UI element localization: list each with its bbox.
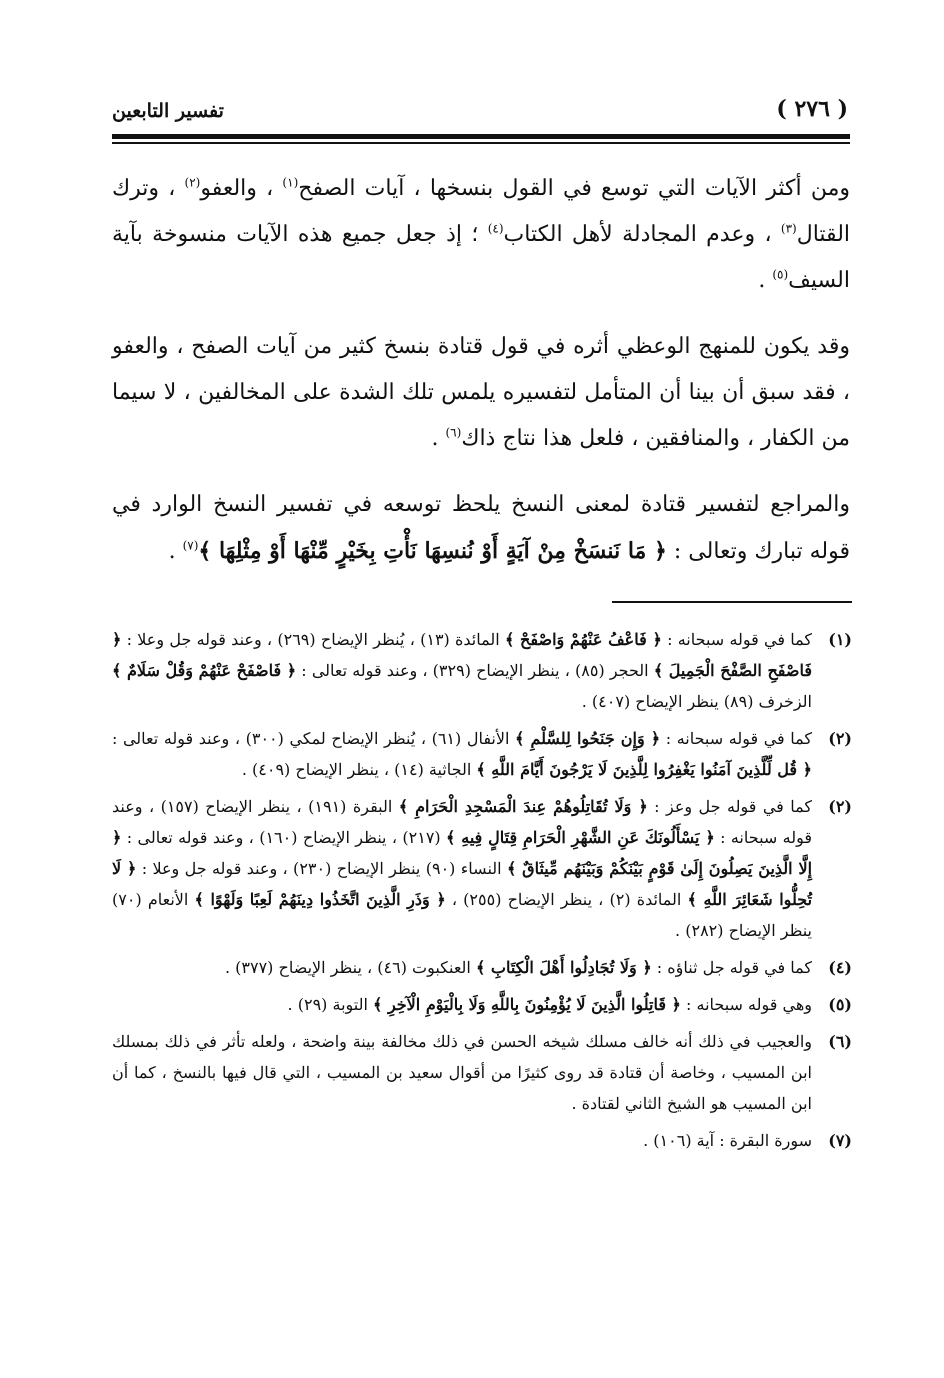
footnote-marker: (٦) [445,425,462,440]
text-run: ومن أكثر الآيات التي توسع في القول بنسخها ، آيات الصفح [298,176,850,201]
footnote-marker: (٢) [184,175,201,190]
quran-quote: ﴿ قَاتِلُوا الَّذِينَ لَا يُؤْمِنُونَ بِاللَّهِ وَلَا بِالْيَوْمِ الْآخِرِ ﴾ [373,995,681,1014]
footnote-text [112,624,812,717]
footnote-number: (٢) [828,797,852,816]
text-run: ، وترك القتال [112,176,851,247]
quran-quote: ﴿ قُل لِّلَّذِينَ آمَنُوا يَغْفِرُوا لِلَّذِينَ لَا يَرْجُونَ أَيَّامَ اللَّهِ ﴾ [476,760,812,779]
footnotes [112,624,852,1162]
quran-quote: ﴿ فَاصْفَحْ عَنْهُمْ وَقُلْ سَلَامٌ ﴾ [112,661,297,680]
quran-quote: ﴿ فَاصْفَحِ الصَّفْحَ الْجَمِيلَ ﴾ [112,630,813,680]
text-run: ، وعدم المجادلة لأهل الكتاب [503,222,781,247]
book-title: تفسير التابعين [112,100,224,122]
quran-quote: ﴿ وَذَرِ الَّذِينَ اتَّخَذُوا دِينَهُمْ لَعِبًا وَلَهْوًا ﴾ [194,890,446,909]
text-run: النساء (٩٠) ينظر الإيضاح (٢٣٠) ، وعند قوله جل وعلا : [136,859,507,878]
footnote-text [112,1125,812,1156]
footnote-number: (١) [828,630,852,649]
footnote-text [112,1026,812,1119]
paragraph [112,324,850,462]
text-run: المائدة (١٣) ، يُنظر الإيضاح (٢٦٩) ، وعند قوله جل وعلا : [121,630,505,649]
text-run: الجاثية (١٤) ، ينظر الإيضاح (٤٠٩) . [241,760,477,779]
quran-quote: ﴿ وَإِن جَنَحُوا لِلسَّلْمِ ﴾ [515,729,661,748]
quran-quote: ﴿ إِلَّا الَّذِينَ يَصِلُونَ إِلَىٰ قَوْمٍ بَيْنَكُمْ وَبَيْنَهُم مِّيثَاقٌ ﴾ [112,828,813,878]
text-run: وقد يكون للمنهج الوعظي أثره في قول قتادة بنسخ كثير من آيات الصفح ، والعفو ، فقد سبق أن بينا أن المتأمل لتفسيره يلمس تلك الشدة على المخالفين ، لا سيما من الكفار ، والمنافقين ، فلعل هذا نتاج ذاك [112,334,850,451]
text-run: الحجر (٨٥) ، ينظر الإيضاح (٣٢٩) ، وعند قوله تعالى : [296,661,654,680]
footnote-number: (٢) [828,729,852,748]
footnote [112,1026,852,1119]
footnote-number: (٥) [828,995,852,1014]
footnote-text [112,989,812,1020]
text-run: سورة البقرة : آية (١٠٦) . [643,1131,812,1150]
footnote-marker: (٧) [182,538,199,553]
paragraph [112,482,850,575]
text-run: الأنعام (٧٠) ينظر الإيضاح (٢٨٢) . [112,890,812,940]
footnote [112,952,852,983]
text-run: والعجيب في ذلك أنه خالف مسلك شيخه الحسن في ذلك مخالفة بينة واضحة ، ولعله تأثر في ذلك بمسلك ابن المسيب ، وخاصة أن قتادة قد روى كثيرًا من أقوال سعيد بن المسيب ، التي قال فيها بالنسخ ، كما أن ابن المسيب هو الشيخ الثاني لقتادة . [112,1032,813,1113]
footnote-marker: (١) [282,175,299,190]
text-run: الزخرف (٨٩) ينظر الإيضاح (٤٠٧) . [581,692,812,711]
quran-quote: ﴿ لَا تُحِلُّوا شَعَائِرَ اللَّهِ ﴾ [112,859,813,909]
text-run: العنكبوت (٤٦) ، ينظر الإيضاح (٣٧٧) . [224,958,476,977]
text-run: الأنفال (٦١) ، يُنظر الإيضاح لمكي (٣٠٠) ، وعند قوله تعالى : [112,729,516,748]
text-run: (٢١٧) ، ينظر الإيضاح (١٦٠) ، وعند قوله تعالى : [121,828,447,847]
footnote-separator [612,601,852,603]
footnote-text [112,791,812,946]
quran-quote: ﴿ فَاعْفُ عَنْهُمْ وَاصْفَحْ ﴾ [504,630,662,649]
text-run: كما في قوله جل ثناؤه : [651,958,812,977]
footnote-text [112,723,812,785]
text-run: كما في قوله سبحانه : [661,630,813,649]
text-run: كما في قوله سبحانه : [660,729,813,748]
footnote-number: (٦) [828,1032,852,1051]
text-run: والمراجع لتفسير قتادة لمعنى النسخ يلحظ توسعه في تفسير النسخ الوارد في قوله تبارك وتعالى : [112,492,850,564]
footnote [112,989,852,1020]
header-rule-thick [112,134,850,139]
text-run: كما في قوله جل وعز : [647,797,813,816]
text-run: التوبة (٢٩) . [287,995,374,1014]
footnote [112,723,852,785]
quran-quote: ﴿ مَا نَنسَخْ مِنْ آيَةٍ أَوْ نُنسِهَا نَأْتِ بِخَيْرٍ مِّنْهَا أَوْ مِثْلِهَا ﴾ [198,538,667,564]
page-header [112,92,850,128]
footnote-number: (٧) [828,1131,852,1150]
footnote-marker: (٤) [487,221,504,236]
text-run: ؛ إذ جعل جميع هذه الآيات منسوخة بآية السيف [112,222,850,293]
text-run: ، والعفو [200,176,283,201]
quran-quote: ﴿ وَلَا تُجَادِلُوا أَهْلَ الْكِتَابِ ﴾ [475,958,652,977]
text-run: المائدة (٢) ، ينظر الإيضاح (٢٥٥) ، [445,890,688,909]
quran-quote: ﴿ وَلَا تُقَاتِلُوهُمْ عِندَ الْمَسْجِدِ الْحَرَامِ ﴾ [398,797,648,816]
footnote [112,791,852,946]
footnote-text [112,952,812,983]
quran-quote: ﴿ يَسْأَلُونَكَ عَنِ الشَّهْرِ الْحَرَامِ قِتَالٍ فِيهِ ﴾ [446,828,715,847]
main-text [112,166,850,595]
footnote-marker: (٣) [780,221,797,236]
header-rule-thin [112,142,850,144]
text-run: وهي قوله سبحانه : [680,995,812,1014]
page-number: ( ٢٧٦ ) [776,96,848,122]
footnote [112,624,852,717]
text-run: . [758,268,773,293]
text-run: البقرة (١٩١) ، ينظر الإيضاح (١٥٧) ، وعند قوله سبحانه : [112,797,813,847]
footnote-marker: (٥) [772,267,789,282]
text-run: . [431,426,446,451]
footnote-number: (٤) [828,958,852,977]
text-run: . [168,539,183,564]
footnote [112,1125,852,1156]
paragraph [112,166,850,304]
